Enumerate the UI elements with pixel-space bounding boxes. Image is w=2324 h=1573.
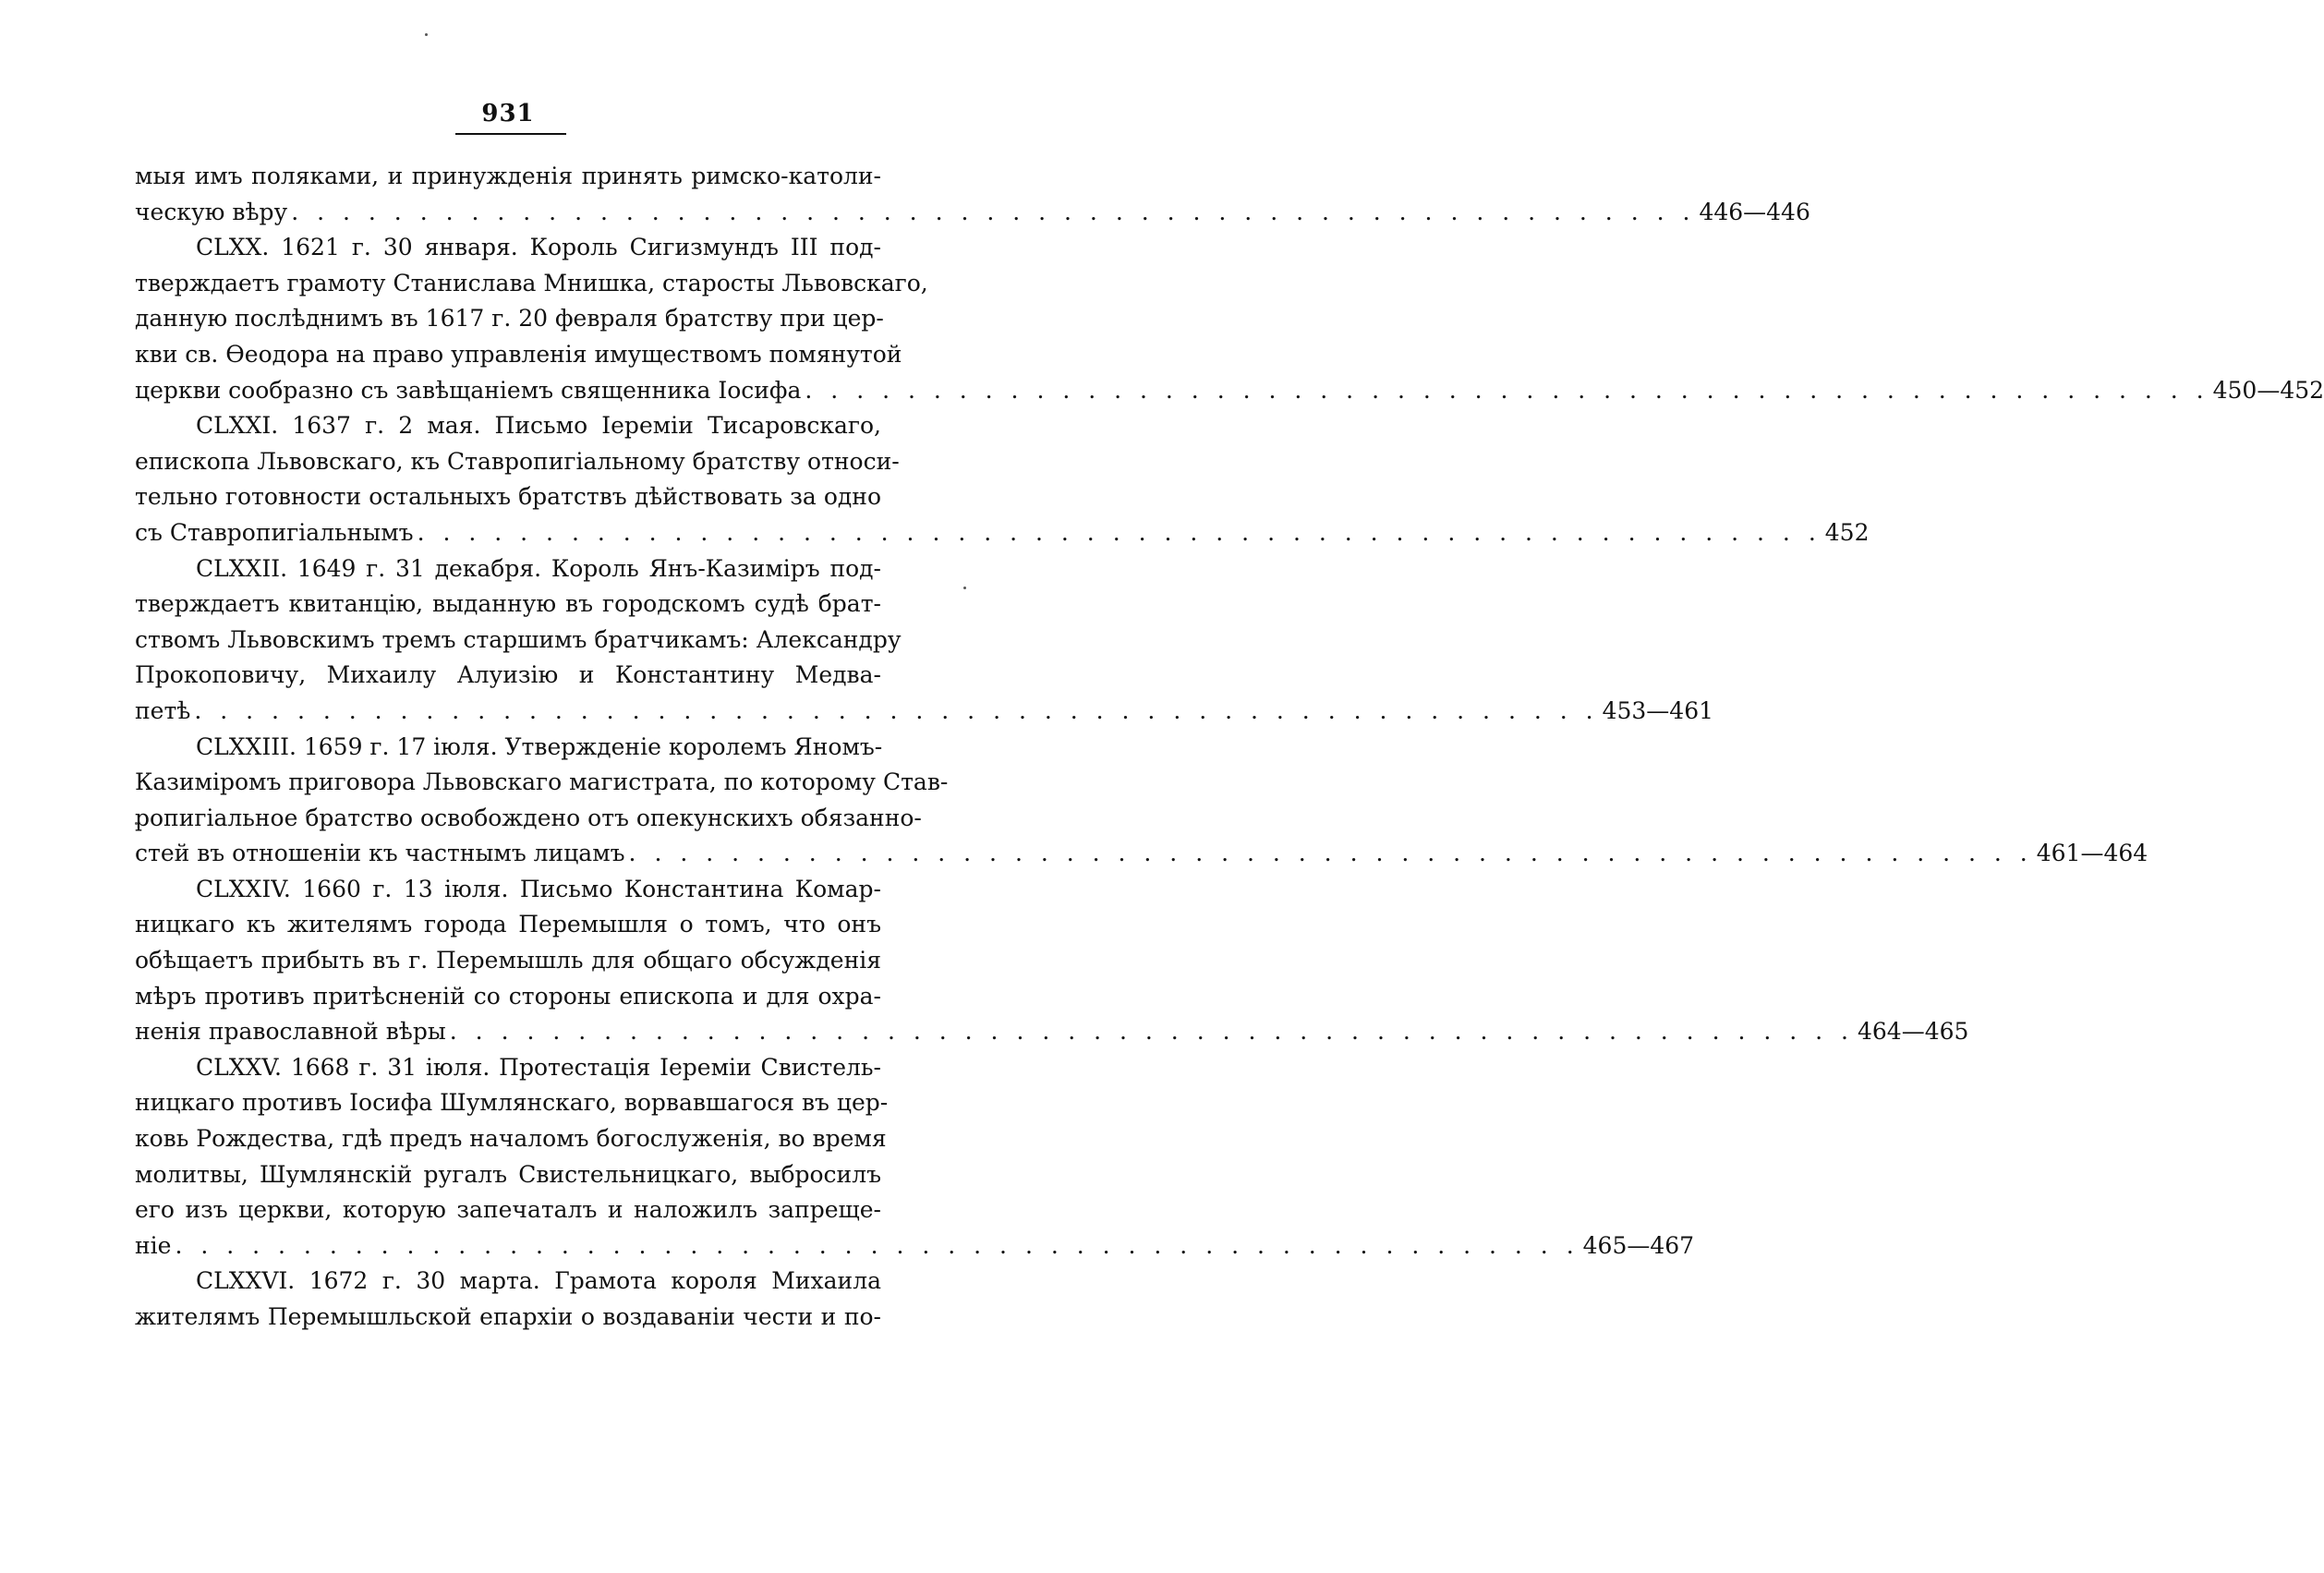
entry-page-range: 446—446 <box>1699 198 1810 225</box>
entry-text-line: данную послѣднимъ въ 1617 г. 20 февраля братству при цер- <box>135 305 884 333</box>
entry-heading-line: CLXXVI. 1672 г. 30 марта. Грамота короля Михаила <box>196 1267 881 1295</box>
entry-last-text: петѣ <box>135 696 191 724</box>
entry-heading-line: CLXXV. 1668 г. 31 іюля. Протестація Іереміи Свистель- <box>196 1053 881 1081</box>
entry-text-line: молитвы, Шумлянскій ругалъ Свистельницкаго, выбросилъ <box>135 1160 881 1188</box>
entry-heading-line: CLXXII. 1649 г. 31 декабря. Король Янъ-Казиміръ под- <box>196 554 881 582</box>
entry-last-text: ненія православной вѣры <box>135 1018 446 1046</box>
table-of-contents <box>135 159 2324 1336</box>
entry-text-line: тверждаетъ квитанцію, выданную въ городскомъ судѣ брат- <box>135 590 881 618</box>
entry-text-line: ковь Рождества, гдѣ предъ началомъ богослуженія, во время <box>135 1125 887 1153</box>
entry-last-text: съ Ставропигіальнымъ <box>135 518 414 546</box>
entry-text-line: епископа Львовскаго, къ Ставропигіальному братству относи- <box>135 447 900 475</box>
entry-text-line: Казиміромъ приговора Львовскаго магистрата, по которому Став- <box>135 768 949 796</box>
scan-speck <box>963 587 966 589</box>
entry-heading-line: CLXX. 1621 г. 30 января. Король Сигизмундъ III под- <box>196 234 881 261</box>
entry-text-line: мыя имъ поляками, и принужденія принять римско-католи- <box>135 163 881 189</box>
entry-text-line: Прокоповичу, Михаилу Алуизію и Константину Медва- <box>135 661 881 689</box>
entry-text-line: ропигіальное братство освобождено отъ опекунскихъ обязанно- <box>135 804 922 831</box>
entry-page-range: 450—452 <box>2212 376 2324 404</box>
entry-last-text: стей въ отношеніи къ частнымъ лицамъ <box>135 840 625 867</box>
entry-page-range: 464—465 <box>1857 1018 1969 1046</box>
entry-last-line <box>135 836 2148 872</box>
entry-heading-line: CLXXI. 1637 г. 2 мая. Письмо Іереміи Тисаровскаго, <box>196 412 881 440</box>
entry-page-range: 465—467 <box>1582 1231 1695 1259</box>
entry-text-line: его изъ церкви, которую запечаталъ и наложилъ запреще- <box>135 1196 881 1224</box>
page-number-rule <box>455 133 566 135</box>
entry-text-line: тверждаетъ грамоту Станислава Мнишка, старосты Львовскаго, <box>135 269 928 296</box>
entry-last-line <box>135 1014 1969 1050</box>
entry-page-range: 452 <box>1824 518 1870 546</box>
entry-text-line: кви св. Ѳеодора на право управленія имуществомъ помянутой <box>135 340 902 368</box>
entry-text-line: ницкаго къ жителямъ города Перемышля о томъ, что онъ <box>135 911 881 938</box>
entry-text-line: ницкаго противъ Іосифа Шумлянскаго, ворвавшагося въ цер- <box>135 1089 889 1117</box>
entry-text-line: ствомъ Львовскимъ тремъ старшимъ братчикамъ: Александру <box>135 625 902 653</box>
entry-page-range: 461—464 <box>2036 840 2148 867</box>
entry-heading-line: CLXXIV. 1660 г. 13 іюля. Письмо Константина Комар- <box>196 875 881 902</box>
entry-text-line: тельно готовности остальныхъ братствъ дѣйствовать за одно <box>135 483 881 511</box>
entry-last-line <box>135 515 1870 551</box>
scan-speck <box>425 33 428 36</box>
entry-last-line <box>135 373 2324 409</box>
dot-leader <box>446 1014 1858 1050</box>
entry-text-line: жителямъ Перемышльской епархіи о воздаваніи чести и по- <box>135 1303 881 1330</box>
page-number: 931 <box>481 100 535 127</box>
entry-last-line <box>135 694 1714 730</box>
dot-leader <box>414 515 1825 551</box>
entry-last-text: церкви сообразно съ завѣщаніемъ священника Іосифа <box>135 376 802 404</box>
dot-leader <box>287 195 1699 231</box>
dot-leader <box>171 1228 1582 1264</box>
entry-last-text: ческую вѣру <box>135 198 288 225</box>
entry-text-line: обѣщаетъ прибыть въ г. Перемышль для общаго обсужденія <box>135 947 881 974</box>
dot-leader <box>625 836 2037 872</box>
entry-text-line: мѣръ противъ притѣсненій со стороны епископа и для охра- <box>135 982 881 1010</box>
entry-page-range: 453—461 <box>1602 696 1714 724</box>
entry-last-line <box>135 1228 1695 1264</box>
entry-last-line <box>135 195 1810 231</box>
dot-leader <box>801 373 2212 409</box>
dot-leader <box>190 694 1602 730</box>
entry-last-text: ніе <box>135 1231 172 1259</box>
entry-heading-line: CLXXIII. 1659 г. 17 іюля. Утвержденіе королемъ Яномъ- <box>196 732 883 760</box>
